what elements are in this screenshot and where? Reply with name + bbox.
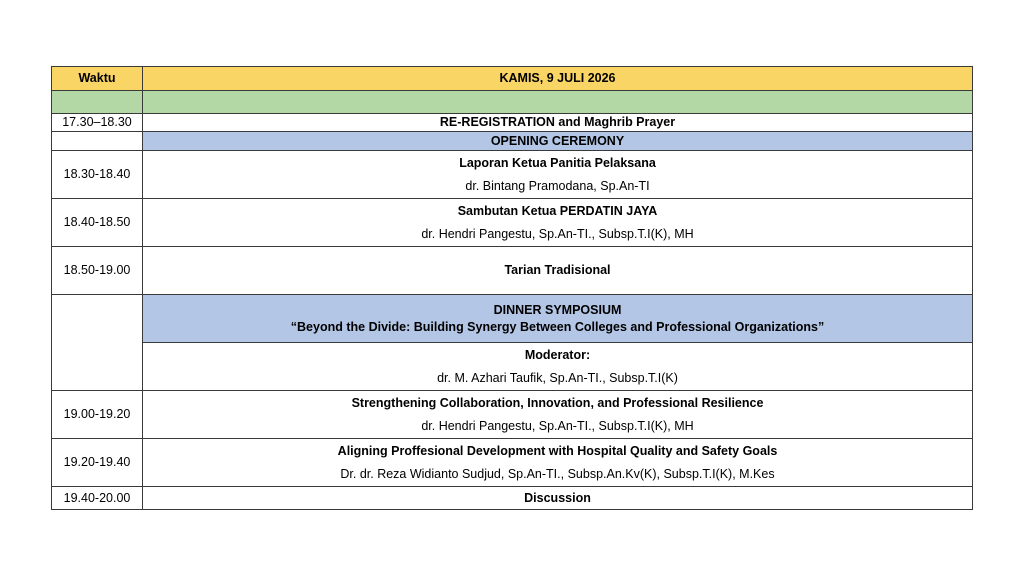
session-cell [143, 151, 973, 199]
time-cell: 18.40-18.50 [52, 199, 143, 247]
session-title: Laporan Ketua Panitia Pelaksana [459, 155, 656, 170]
time-cell: 19.20-19.40 [52, 439, 143, 487]
table-row [52, 151, 973, 199]
time-column-header: Waktu [52, 67, 143, 91]
session-title: Sambutan Ketua PERDATIN JAYA [457, 203, 658, 218]
symposium-subtitle: “Beyond the Divide: Building Synergy Between Colleges and Professional Organizations” [290, 319, 825, 334]
schedule-table [51, 66, 973, 510]
table-row [52, 132, 973, 151]
speaker-name: dr. Hendri Pangestu, Sp.An-TI., Subsp.T.I(K), MH [421, 418, 694, 433]
symposium-title: DINNER SYMPOSIUM [493, 302, 622, 317]
speaker-name: dr. Bintang Pramodana, Sp.An-TI [465, 178, 650, 193]
time-cell: 18.50-19.00 [52, 247, 143, 295]
speaker-name: dr. Hendri Pangestu, Sp.An-TI., Subsp.T.I(K), MH [421, 226, 694, 241]
moderator-name: dr. M. Azhari Taufik, Sp.An-TI., Subsp.T.I(K) [437, 370, 678, 385]
session-title: Discussion [143, 487, 973, 510]
time-cell: 18.30-18.40 [52, 151, 143, 199]
header-row [52, 67, 973, 91]
time-cell: 19.00-19.20 [52, 391, 143, 439]
session-title: Aligning Proffesional Development with Hospital Quality and Safety Goals [337, 443, 778, 458]
table-row [52, 114, 973, 132]
date-header: KAMIS, 9 JULI 2026 [143, 67, 973, 91]
session-cell [143, 439, 973, 487]
table-row [52, 343, 973, 391]
session-cell [143, 391, 973, 439]
session-cell [143, 343, 973, 391]
time-cell [52, 295, 143, 391]
session-title: Tarian Tradisional [143, 247, 973, 295]
time-cell: 19.40-20.00 [52, 487, 143, 510]
table-row [52, 247, 973, 295]
spacer-cell [52, 91, 143, 114]
table-row [52, 391, 973, 439]
session-title: Strengthening Collaboration, Innovation, and Professional Resilience [351, 395, 764, 410]
table-row [52, 439, 973, 487]
table-row [52, 295, 973, 343]
spacer-row [52, 91, 973, 114]
time-cell [52, 132, 143, 151]
table-row [52, 199, 973, 247]
section-title: OPENING CEREMONY [143, 132, 973, 151]
session-cell [143, 199, 973, 247]
time-cell: 17.30–18.30 [52, 114, 143, 132]
section-title [143, 295, 973, 343]
table-row [52, 487, 973, 510]
speaker-name: Dr. dr. Reza Widianto Sudjud, Sp.An-TI., Subsp.An.Kv(K), Subsp.T.I(K), M.Kes [340, 466, 775, 481]
moderator-label: Moderator: [524, 347, 591, 362]
session-title: RE-REGISTRATION and Maghrib Prayer [143, 114, 973, 132]
spacer-cell [143, 91, 973, 114]
